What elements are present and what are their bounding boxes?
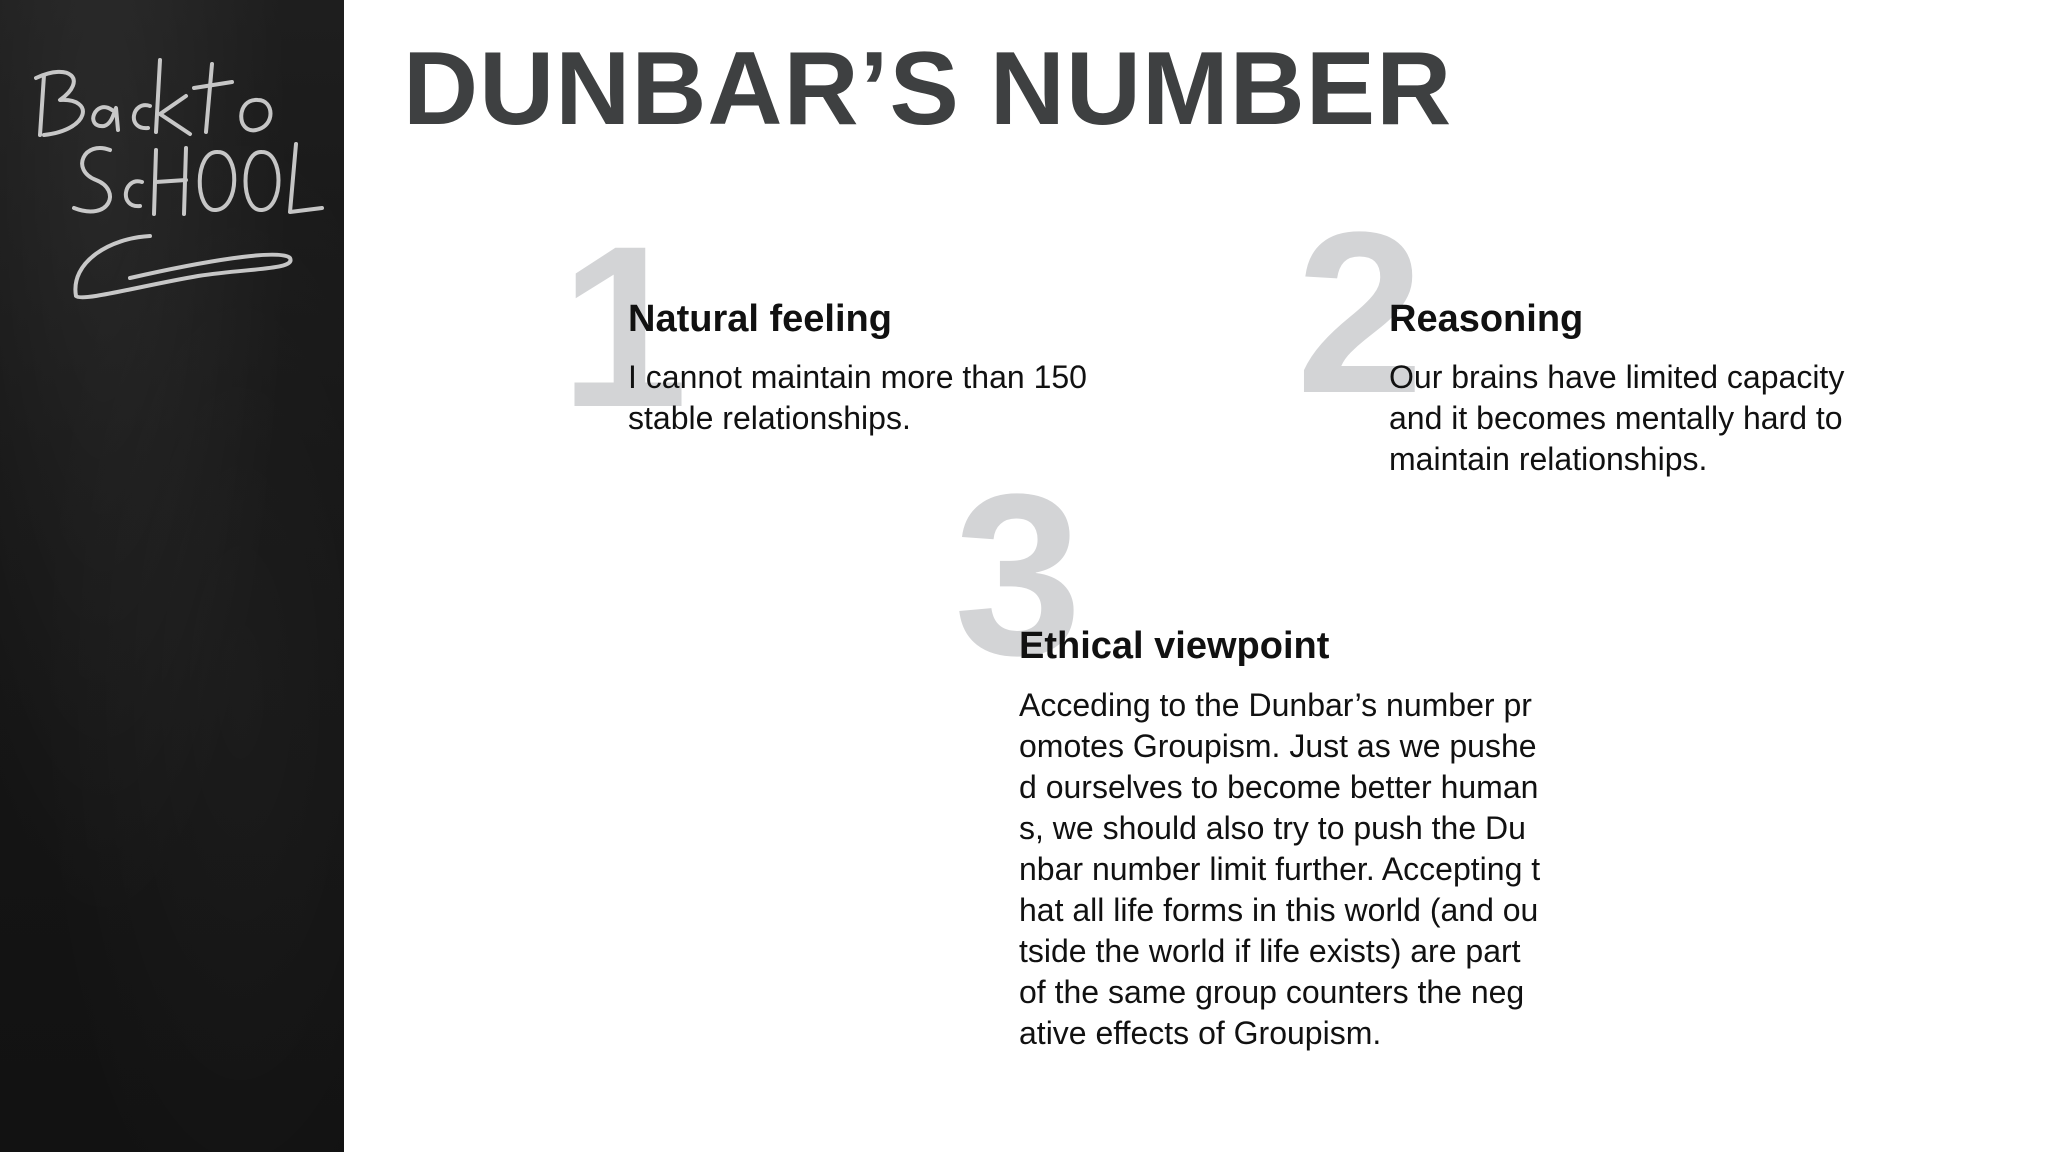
body-line: ative effects of Groupism. <box>1019 1015 1382 1051</box>
body-line: s, we should also try to push the Du <box>1019 810 1526 846</box>
body-line: Acceding to the Dunbar’s number pr <box>1019 687 1532 723</box>
body-line: of the same group counters the neg <box>1019 974 1525 1010</box>
body-line: omotes Groupism. Just as we pushe <box>1019 728 1537 764</box>
back-to-school-chalk-logo <box>0 0 344 344</box>
body-line: and it becomes mentally hard to <box>1389 400 1843 436</box>
chalkboard-panel <box>0 0 344 1152</box>
body-line: I cannot maintain more than 150 <box>628 359 1087 395</box>
item-body-natural-feeling <box>628 357 1148 439</box>
item-body-reasoning <box>1389 357 1969 480</box>
item-heading-reasoning: Reasoning <box>1389 298 1584 340</box>
page-title: DUNBAR’S NUMBER <box>403 31 1453 147</box>
body-line: nbar number limit further. Accepting t <box>1019 851 1541 887</box>
item-body-ethical-viewpoint <box>1019 685 1619 1054</box>
body-line: hat all life forms in this world (and ou <box>1019 892 1539 928</box>
body-line: tside the world if life exists) are part <box>1019 933 1521 969</box>
number-one: 1 <box>560 198 688 455</box>
body-line: stable relationships. <box>628 400 911 436</box>
body-line: Our brains have limited capacity <box>1389 359 1845 395</box>
item-heading-natural-feeling: Natural feeling <box>628 298 892 340</box>
number-three: 3 <box>954 446 1082 703</box>
item-heading-ethical-viewpoint: Ethical viewpoint <box>1019 625 1330 667</box>
body-line: d ourselves to become better human <box>1019 769 1539 805</box>
body-line: maintain relationships. <box>1389 441 1708 477</box>
number-two: 2 <box>1296 184 1424 441</box>
